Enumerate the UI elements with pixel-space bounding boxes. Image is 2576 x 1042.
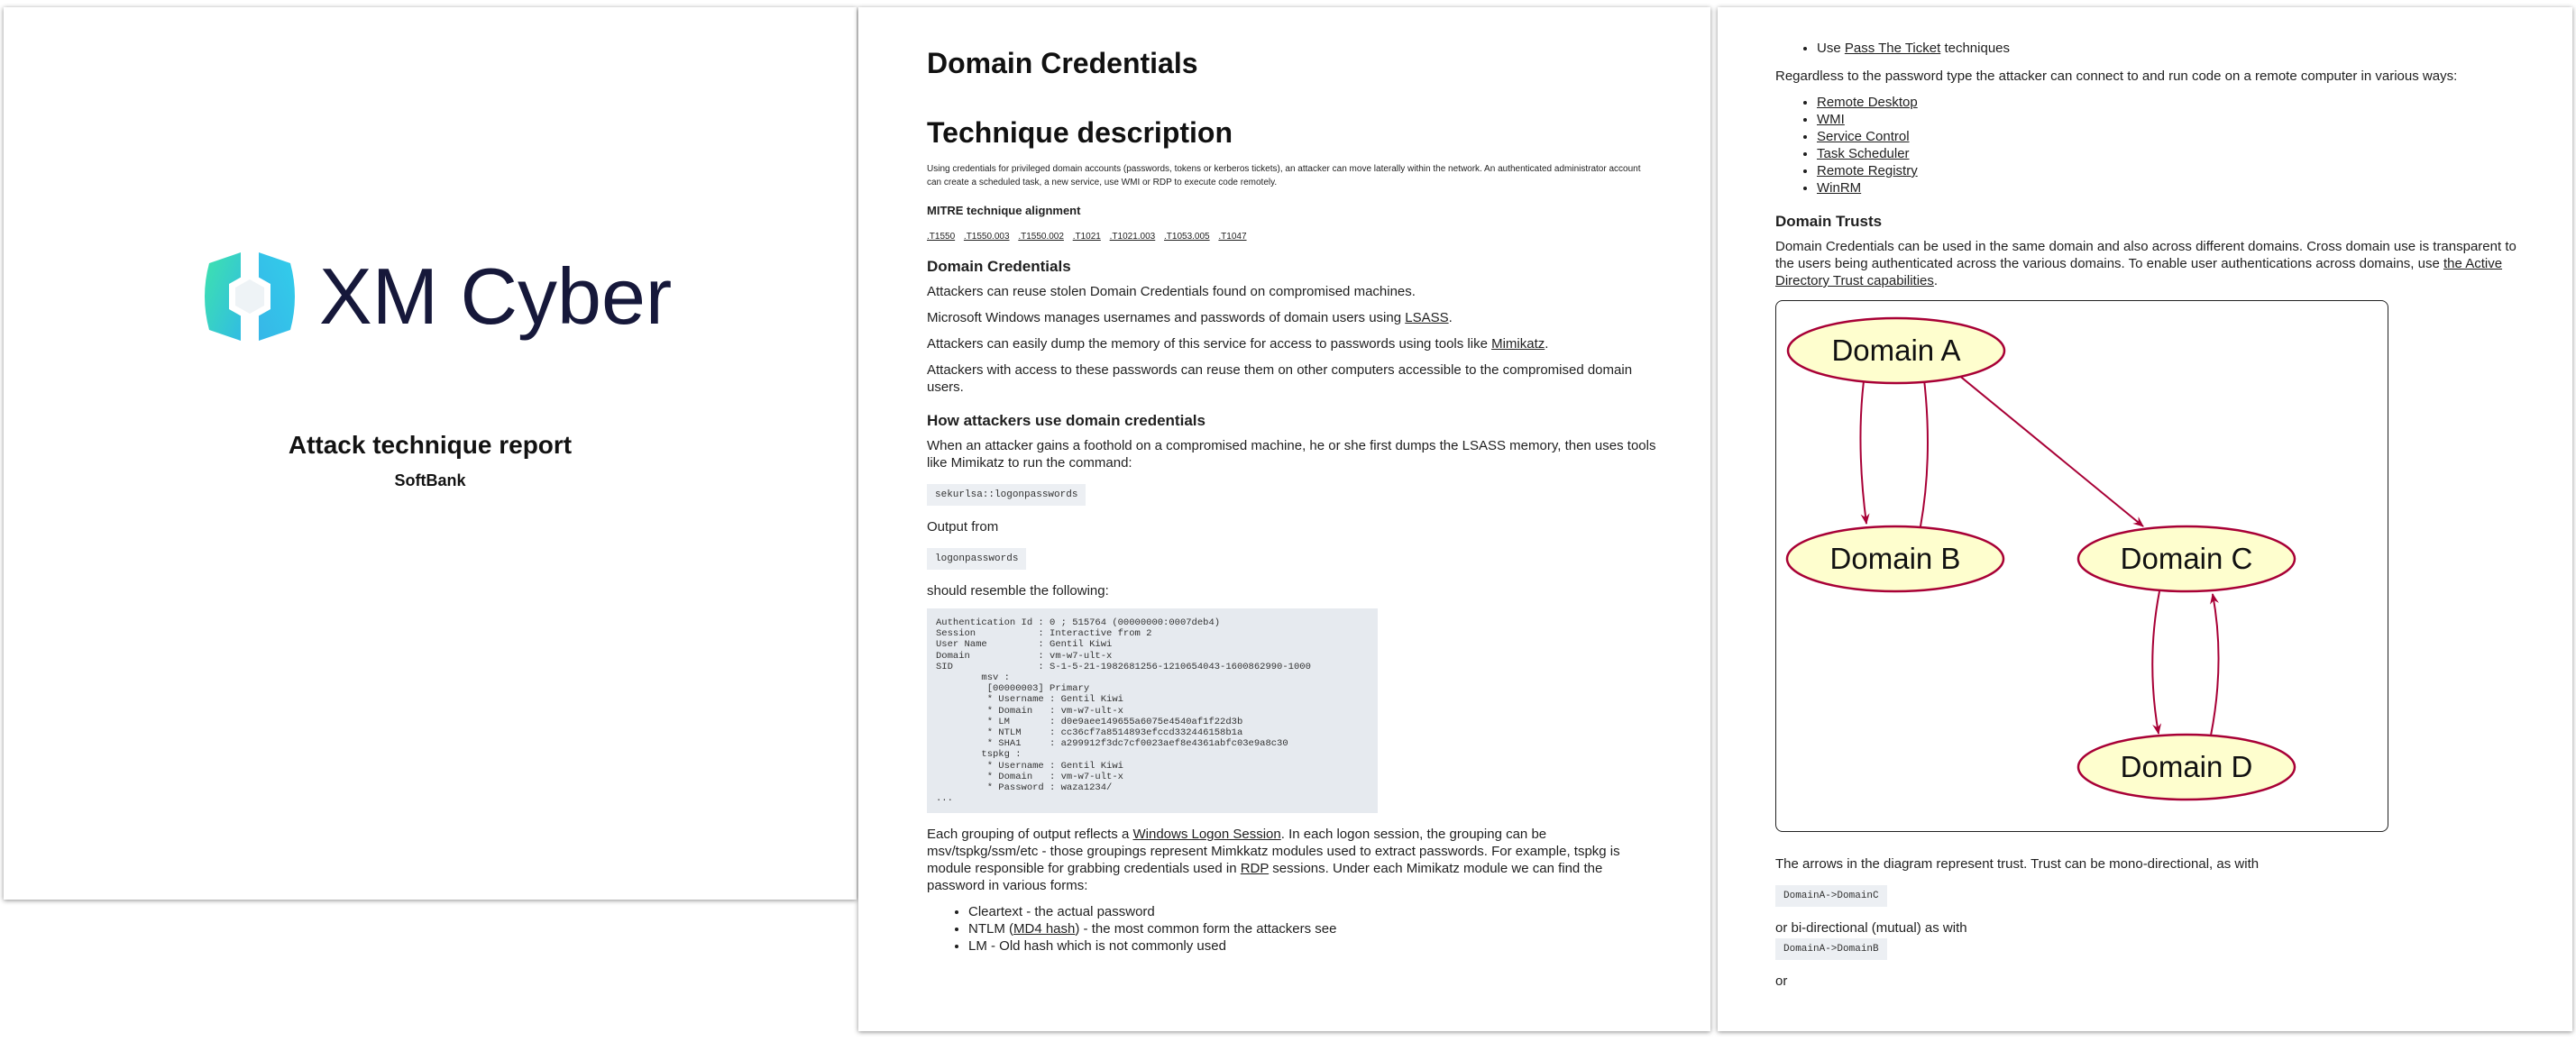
technique-list (1775, 40, 2518, 57)
paragraph-trusts (1775, 238, 2518, 289)
report-subtitle: SoftBank (394, 471, 466, 489)
company-logo (200, 251, 672, 343)
trust-diagram-svg (1776, 301, 2388, 831)
task-scheduler-link[interactable]: Task Scheduler (1817, 146, 1910, 161)
node-domain-a-label: Domain A (1831, 334, 1961, 367)
mitre-link[interactable]: .T1021.003 (1109, 232, 1156, 242)
mitre-link[interactable]: .T1047 (1218, 232, 1247, 242)
mimikatz-link[interactable]: Mimikatz (1491, 336, 1545, 352)
output-from-text: Output from (927, 519, 999, 535)
password-forms-list (927, 903, 1656, 955)
list-item (1817, 145, 2518, 162)
page-domain-credentials (858, 7, 1710, 1031)
list-item: • Cleartext - the actual password (968, 903, 1656, 920)
text: Each grouping of output reflects a (927, 827, 1133, 843)
remote-registry-link[interactable]: Remote Registry (1817, 163, 1918, 178)
paragraph-lsass (927, 309, 1656, 326)
list-item: • LM - Old hash which is not commonly used (968, 937, 1656, 955)
mitre-link[interactable]: .T1021 (1072, 232, 1101, 242)
list-item (968, 920, 1656, 937)
code-output-block: Authentication Id : 0 ; 515764 (00000000:0007deb4) Session : Interactive from 2 User Name : Gentil Kiwi Domain : vm-w7-ult-x SID : S-1-5-21-1982681256-1210654043-1600862990-1000 msv : [00000003] Primary * Username : Gentil Kiwi * Domain : vm-w7-ult-x * LM : d0e9aee149655a6075e4540af1f22d3b * NTLM : cc36cf7a8514893efccd332446158b1a * SHA1 : a299912f3dc7cf0023aef8e4361abfc03e9a8c30 tspkg : * Username : Gentil Kiwi * Domain : vm-w7-ult-x * Password : waza1234/ ... (927, 608, 1378, 813)
list-item (1817, 40, 2518, 57)
node-domain-c-label: Domain C (2120, 542, 2253, 575)
list-item (1817, 111, 2518, 128)
text: NTLM ( (968, 921, 1013, 937)
page-title: Domain Credentials (927, 47, 1198, 79)
pass-the-ticket-link[interactable]: Pass The Ticket (1844, 41, 1941, 56)
code-mono-directional: DomainA->DomainC (1775, 885, 1887, 907)
domain-credentials-heading: Domain Credentials (927, 258, 1071, 275)
list-item (1817, 94, 2518, 111)
technique-description: Using credentials for privileged domain accounts (passwords, tokens or kerberos tickets), an attacker can move laterally within the network. An authenticated administrator account can create a scheduled task, a new service, use WMI or RDP to execute code remotely. (927, 164, 1641, 187)
node-domain-b-label: Domain B (1829, 542, 1961, 575)
domain-trusts-heading: Domain Trusts (1775, 213, 1883, 230)
ad-trust-link[interactable]: the Active Directory Trust capabilities (1775, 256, 2503, 288)
code-logonpasswords: logonpasswords (927, 548, 1026, 570)
node-domain-d-label: Domain D (2120, 750, 2253, 783)
rdp-link[interactable]: RDP (1240, 861, 1270, 877)
list-item (1817, 179, 2518, 197)
text: techniques (1940, 41, 2011, 56)
paragraph-regardless: Regardless to the password type the attacker can connect to and run code on a remote computer in various ways: (1775, 69, 2458, 84)
edge-d-to-c (2211, 594, 2219, 736)
service-control-link[interactable]: Service Control (1817, 129, 1910, 144)
logon-session-link[interactable]: Windows Logon Session (1132, 827, 1281, 843)
report-title: Attack technique report (288, 431, 573, 459)
edge-c-to-d (2152, 591, 2159, 734)
md4-hash-link[interactable]: MD4 hash (1013, 921, 1076, 937)
mitre-link[interactable]: .T1550.002 (1018, 232, 1064, 242)
paragraph-grouping (927, 826, 1656, 894)
paragraph-arrows: The arrows in the diagram represent trust. Trust can be mono-directional, as with (1775, 856, 2260, 872)
paragraph-foothold: When an attacker gains a foothold on a compromised machine, he or she first dumps the LSASS memory, then uses tools like Mimikatz to run the command: (927, 438, 1656, 471)
text: . (1933, 273, 1939, 288)
text: Use (1817, 41, 1845, 56)
list-item (1817, 162, 2518, 179)
remote-desktop-link[interactable]: Remote Desktop (1817, 95, 1918, 110)
cover-page (4, 7, 857, 900)
paragraph-dump (927, 335, 1656, 352)
winrm-link[interactable]: WinRM (1817, 180, 1862, 196)
paragraph-or: or (1775, 973, 1788, 989)
mitre-link[interactable]: .T1053.005 (1164, 232, 1210, 242)
list-item (1817, 128, 2518, 145)
domain-trust-diagram (1775, 300, 2388, 832)
text: . (1545, 336, 1549, 352)
mitre-link[interactable]: .T1550 (927, 232, 956, 242)
technique-heading: Technique description (927, 116, 1233, 149)
mitre-link[interactable]: .T1550.003 (963, 232, 1010, 242)
code-command: sekurlsa::logonpasswords (927, 484, 1086, 506)
text: ) - the most common form the attackers see (1075, 921, 1337, 937)
mitre-heading: MITRE technique alignment (927, 204, 1081, 217)
text: Microsoft Windows manages usernames and passwords of domain users using (927, 310, 1406, 325)
page-domain-trusts (1718, 7, 2572, 1031)
text: sessions. Under each Mimikatz module we can find the password in various forms: (927, 861, 1603, 894)
paragraph-bidirectional: or bi-directional (mutual) as with (1775, 920, 1967, 936)
text: Domain Credentials can be used in the same domain and also across different domains. Cross domain use is transparent to the users being authenticated across the various domains. To enable user authentications across domains, use (1775, 239, 2516, 271)
xm-cyber-logo-icon (200, 252, 299, 341)
text: Attackers can easily dump the memory of this service for access to passwords using tools like (927, 336, 1492, 352)
paragraph-access: Attackers with access to these passwords can reuse them on other computers accessible to the compromised domain users. (927, 362, 1633, 395)
remote-ways-list (1775, 94, 2518, 197)
lsass-link[interactable]: LSASS (1405, 310, 1449, 325)
should-resemble-text: should resemble the following: (927, 583, 1109, 599)
code-bi-directional: DomainA->DomainB (1775, 938, 1887, 960)
paragraph-reuse: Attackers can reuse stolen Domain Credentials found on compromised machines. (927, 284, 1416, 299)
logo-text: XM Cyber (319, 251, 673, 341)
text: . In each logon session, the grouping can be msv/tspkg/ssm/etc - those groupings represent Mimkkatz modules used to extract passwords. For example, tspkg is module responsible for grabbing credentials used in (927, 827, 1620, 877)
text: . (1448, 310, 1453, 325)
how-attackers-heading: How attackers use domain credentials (927, 412, 1205, 429)
mitre-links (927, 232, 1656, 242)
wmi-link[interactable]: WMI (1817, 112, 1845, 127)
